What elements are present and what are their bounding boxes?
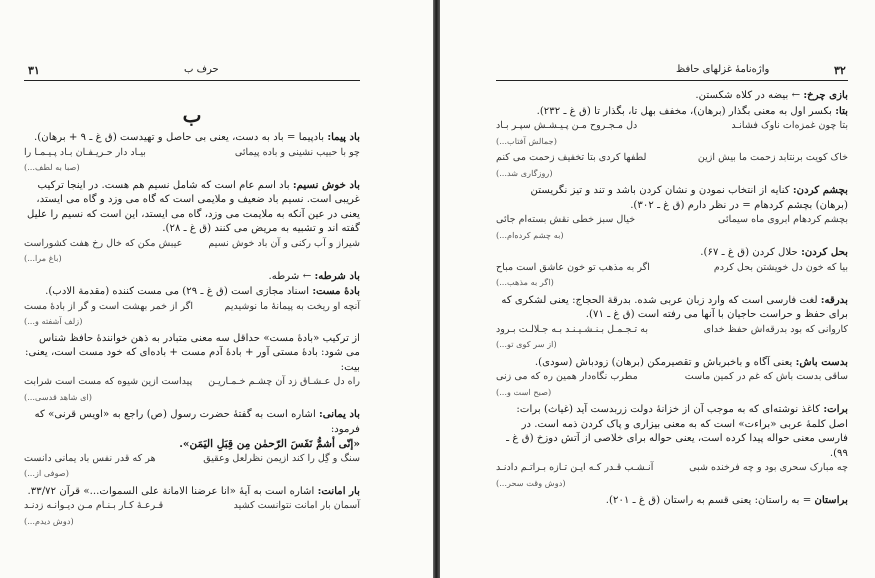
entry-headword: بازی چرخ: <box>803 89 848 101</box>
verse-couplet <box>24 300 360 315</box>
entry-definition: یعنی آگاه و باخبرباش و تقصیرمکن (برهان) زودباش (سودی). <box>534 356 796 368</box>
verse-source: (ای شاهد قدسی...) <box>24 391 92 402</box>
verse-hemistich-second: بیـاد دار حـریـفـان بـاد پـیـمـا را <box>24 146 146 158</box>
entry-definition: لغت فارسی است که وارد زبان عربی شده. بدرقة الحجاج: یعنی لشکری که برای حفظ و حراست حاجیان با آنها می رفته است (ق غ ـ ۷۱). <box>501 294 848 320</box>
verse-source: (دوش وقت سحر...) <box>496 477 566 488</box>
verse-couplet <box>496 213 848 228</box>
verse-hemistich-second: اگر از خمر بهشت است و گر از بادهٔ مست <box>24 300 194 312</box>
entry-headword: باد شرطه: <box>314 269 360 282</box>
entry-headword: باد پیما: <box>327 131 360 143</box>
entry-paragraph <box>24 332 360 376</box>
entry-paragraph <box>24 484 360 500</box>
verse-source: (از سر کوی تو...) <box>496 339 557 349</box>
entry-paragraph <box>496 88 848 104</box>
entry-definition: اسناد مجازی است (ق غ ـ ۲۹) می مست کننده (مقدمة الادب). <box>45 286 313 297</box>
verse-source: (صبا به لطف...) <box>24 162 80 172</box>
verse-source: (زلف آشفته و...) <box>24 316 83 326</box>
entry-headword: بدرقه: <box>820 293 848 306</box>
entry-headword: بچشم کردن: <box>792 184 848 196</box>
verse-hemistich-first: کاروانی که بود بدرقه‌اش حفظ خدای <box>703 323 848 335</box>
entry-headword: بحل کردن: <box>801 246 848 258</box>
verse-source: (به چشم کرده‌ام...) <box>496 229 564 240</box>
entry-paragraph <box>496 402 848 461</box>
verse-couplet <box>496 119 848 134</box>
verse-hemistich-first: بچشم کردهام ابروی ماه سیمائی <box>718 214 848 225</box>
verse-hemistich-second: دل مـجـروح مـن پـیـشـش سپـر بـاد <box>496 120 638 131</box>
entry-paragraph <box>24 284 360 300</box>
verse-couplet <box>496 151 848 166</box>
page-number: ۳۱ <box>28 64 40 77</box>
verse-hemistich-second: خیال سبز خطی نقش بسته‌ام جائی <box>496 214 636 225</box>
verse-hemistich-first: راه دل عـشـاق زد آن چشـم خـمـاریـن <box>208 376 360 387</box>
verse-couplet <box>24 452 360 467</box>
entry-definition: اشاره است به گفتهٔ حضرت رسول (ص) راجع به «اویس قرنی» که فرمود: <box>34 409 360 435</box>
verse-hemistich-first: خاک کویت برنتابد زحمت ما بیش ازین <box>697 152 848 163</box>
running-title: واژه‌نامهٔ غزلهای حافظ <box>676 64 770 75</box>
verse-hemistich-second: پیداست ازین شیوه که مست است شرابت <box>24 376 193 387</box>
verse-hemistich-second: مطرب نگاه‌دار همین ره که می زنی <box>496 371 638 382</box>
verse-hemistich-second: عیبش مکن که خال رخ هفت کشوراست <box>24 237 183 249</box>
verse-source: (اگر به مذهب...) <box>496 277 554 287</box>
verse-hemistich-second: لطفها کردی بتا تخفیف زحمت می کنم <box>496 152 647 163</box>
right-page <box>440 0 875 578</box>
verse-hemistich-second: قـرعـهٔ کـار بـنـام مـن دیـوانـه زدنـد <box>24 500 164 511</box>
verse-hemistich-first: آسمان بار امانت نتوانست کشید <box>233 500 360 511</box>
entry-headword: براستان <box>814 494 848 506</box>
header-rule <box>24 80 360 81</box>
entry-paragraph <box>496 293 848 323</box>
right-page-body <box>496 88 848 509</box>
left-page-body <box>24 98 360 531</box>
verse-hemistich-first: چه مبارک سحری بود و چه فرخنده شبی <box>689 462 848 473</box>
verse-hemistich-first: چو با حبیب نشینی و باده پیمائی <box>234 146 360 158</box>
entry-headword: برات: <box>823 403 848 415</box>
verse-hemistich-second: به تـجـمـل بـنـشـیـنـد بـه جـلالـت بـرود <box>496 323 649 335</box>
book-gutter <box>433 0 440 578</box>
verse-hemistich-first: آنچه او ریخت به پیمانهٔ ما نوشیدیم <box>224 300 360 312</box>
verse-hemistich-first: بیا که خون دل خویشتن بحل کردم <box>713 261 848 273</box>
verse-couplet <box>496 370 848 385</box>
entry-definition: = به راستان: یعنی قسم به راستان (ق غ ـ ۲۰۱). <box>605 495 815 506</box>
verse-source: (روزگاری شد...) <box>496 167 553 178</box>
verse-couplet <box>24 237 360 252</box>
entry-headword: بدست باش: <box>795 355 848 368</box>
entry-paragraph <box>24 407 360 437</box>
verse-hemistich-first: ساقی بدست باش که غم در کمین ماست <box>684 371 848 382</box>
entry-headword: بار امانت: <box>317 484 360 497</box>
header-rule <box>496 80 848 81</box>
section-letter: ب <box>182 103 202 127</box>
verse-hemistich-first: شیراز و آب رکنی و آن باد خوش نسیم <box>208 237 360 249</box>
entry-headword: بادهٔ مست: <box>312 285 360 297</box>
entry-definition: ← شرطه. <box>268 270 315 282</box>
verse-couplet <box>24 499 360 514</box>
arabic-quote: «إنّی أشمُّ نَفَسَ الرّحمٰن مِن قِبَلِ الیَمَن». <box>179 438 360 450</box>
verse-couplet <box>24 375 360 390</box>
running-title: حرف ب <box>184 64 219 75</box>
verse-source: (دوش دیدم...) <box>24 515 74 526</box>
entry-definition: کنایه از انتخاب نمودن و نشان کردن باشد و تند و تیز نگریستن (برهان) بچشم کردهام = در نظر دارم (ق غ ـ ۳۰۲). <box>530 185 848 211</box>
verse-hemistich-second: آنـشـب قـدر کـه ایـن تـازه بـراتـم دادنـد <box>496 462 654 473</box>
left-page-header <box>24 62 360 80</box>
verse-couplet <box>24 146 360 161</box>
entry-definition: ← بیضه در کلاه شکستن. <box>695 90 804 101</box>
entry-paragraph <box>496 183 848 213</box>
entry-definition: بادپیما = باد به دست، یعنی بی حاصل و تهیدست (ق غ ـ ۹ + برهان). <box>34 132 328 143</box>
entry-headword: باد خوش نسیم: <box>292 178 360 191</box>
entry-definition: از ترکیب «بادهٔ مست» حداقل سه معنی متبادر به ذهن خوانندهٔ حافظ شناس می شود: بادهٔ مستی آور + بادهٔ آدم مست + باده‌ای که خود مست است، یعنی: بیت: <box>25 332 360 373</box>
entry-paragraph <box>496 355 848 371</box>
entry-headword: باد یمانی: <box>319 408 360 420</box>
right-page-header <box>496 62 848 80</box>
entry-definition: بکسر اول به معنی بگذار (برهان)، مخفف بهل تا، بگذار تا (ق غ ـ ۲۳۲). <box>536 105 836 117</box>
entry-paragraph <box>24 269 360 285</box>
verse-couplet <box>496 323 848 338</box>
entry-definition: اشاره است به آیهٔ «انا عرضنا الامانة علی السموات...» قرآن ۳۳/۷۲. <box>27 485 318 497</box>
left-page <box>0 0 433 578</box>
page-number: ۳۲ <box>834 64 846 77</box>
verse-hemistich-first: بتا چون غمزه‌ات ناوک فشانـد <box>731 120 848 131</box>
verse-hemistich-first: سنگ و گِل را کند ازیمن نظرلعل وعقیق <box>203 452 360 464</box>
entry-paragraph <box>496 493 848 509</box>
entry-definition: باد اسم عام است که شامل نسیم هم هست. در اینجا ترکیب غریبی است. نسیم باد ضعیف و ملایمی است که گاه می وزد و گاه می ایستد، یعنی در عین آنکه به ملایمت می وزد، گاه می ایستد، این است که نسیم را علیل گفته اند و تشبیه به مریض می کنند (ق غ ـ ۲۸). <box>27 179 360 234</box>
entry-definition: کاغذ نوشته‌ای که به موجب آن از خزانهٔ دولت زربدست آید (غیاث) برات: اصل کلمهٔ عربی «براءت» است که به معنی بیزاری و پاک کردن ذمه است. در فارسی معنی حواله پیدا کرده است، یعنی حواله برای خلاصی از آتش دوزخ (ق غ ـ ۹۹). <box>506 404 848 459</box>
entry-paragraph <box>496 104 848 120</box>
entry-paragraph <box>24 178 360 237</box>
entry-definition: حلال کردن (ق غ ـ ۶۷). <box>700 247 802 258</box>
verse-source: (صوفی از...) <box>24 468 69 478</box>
verse-hemistich-second: اگر به مذهب تو خون عاشق است مباح <box>496 261 650 273</box>
entry-paragraph <box>24 130 360 146</box>
verse-couplet <box>496 461 848 476</box>
verse-hemistich-second: هر که قدر نفس باد یمانی دانست <box>24 452 156 464</box>
entry-paragraph <box>496 245 848 261</box>
verse-couplet <box>496 261 848 276</box>
verse-source: (جمالش آفتاب...) <box>496 135 557 146</box>
verse-source: (صبح است و...) <box>496 386 552 397</box>
entry-headword: بتا: <box>835 104 848 117</box>
verse-source: (باغ مرا...) <box>24 253 62 263</box>
